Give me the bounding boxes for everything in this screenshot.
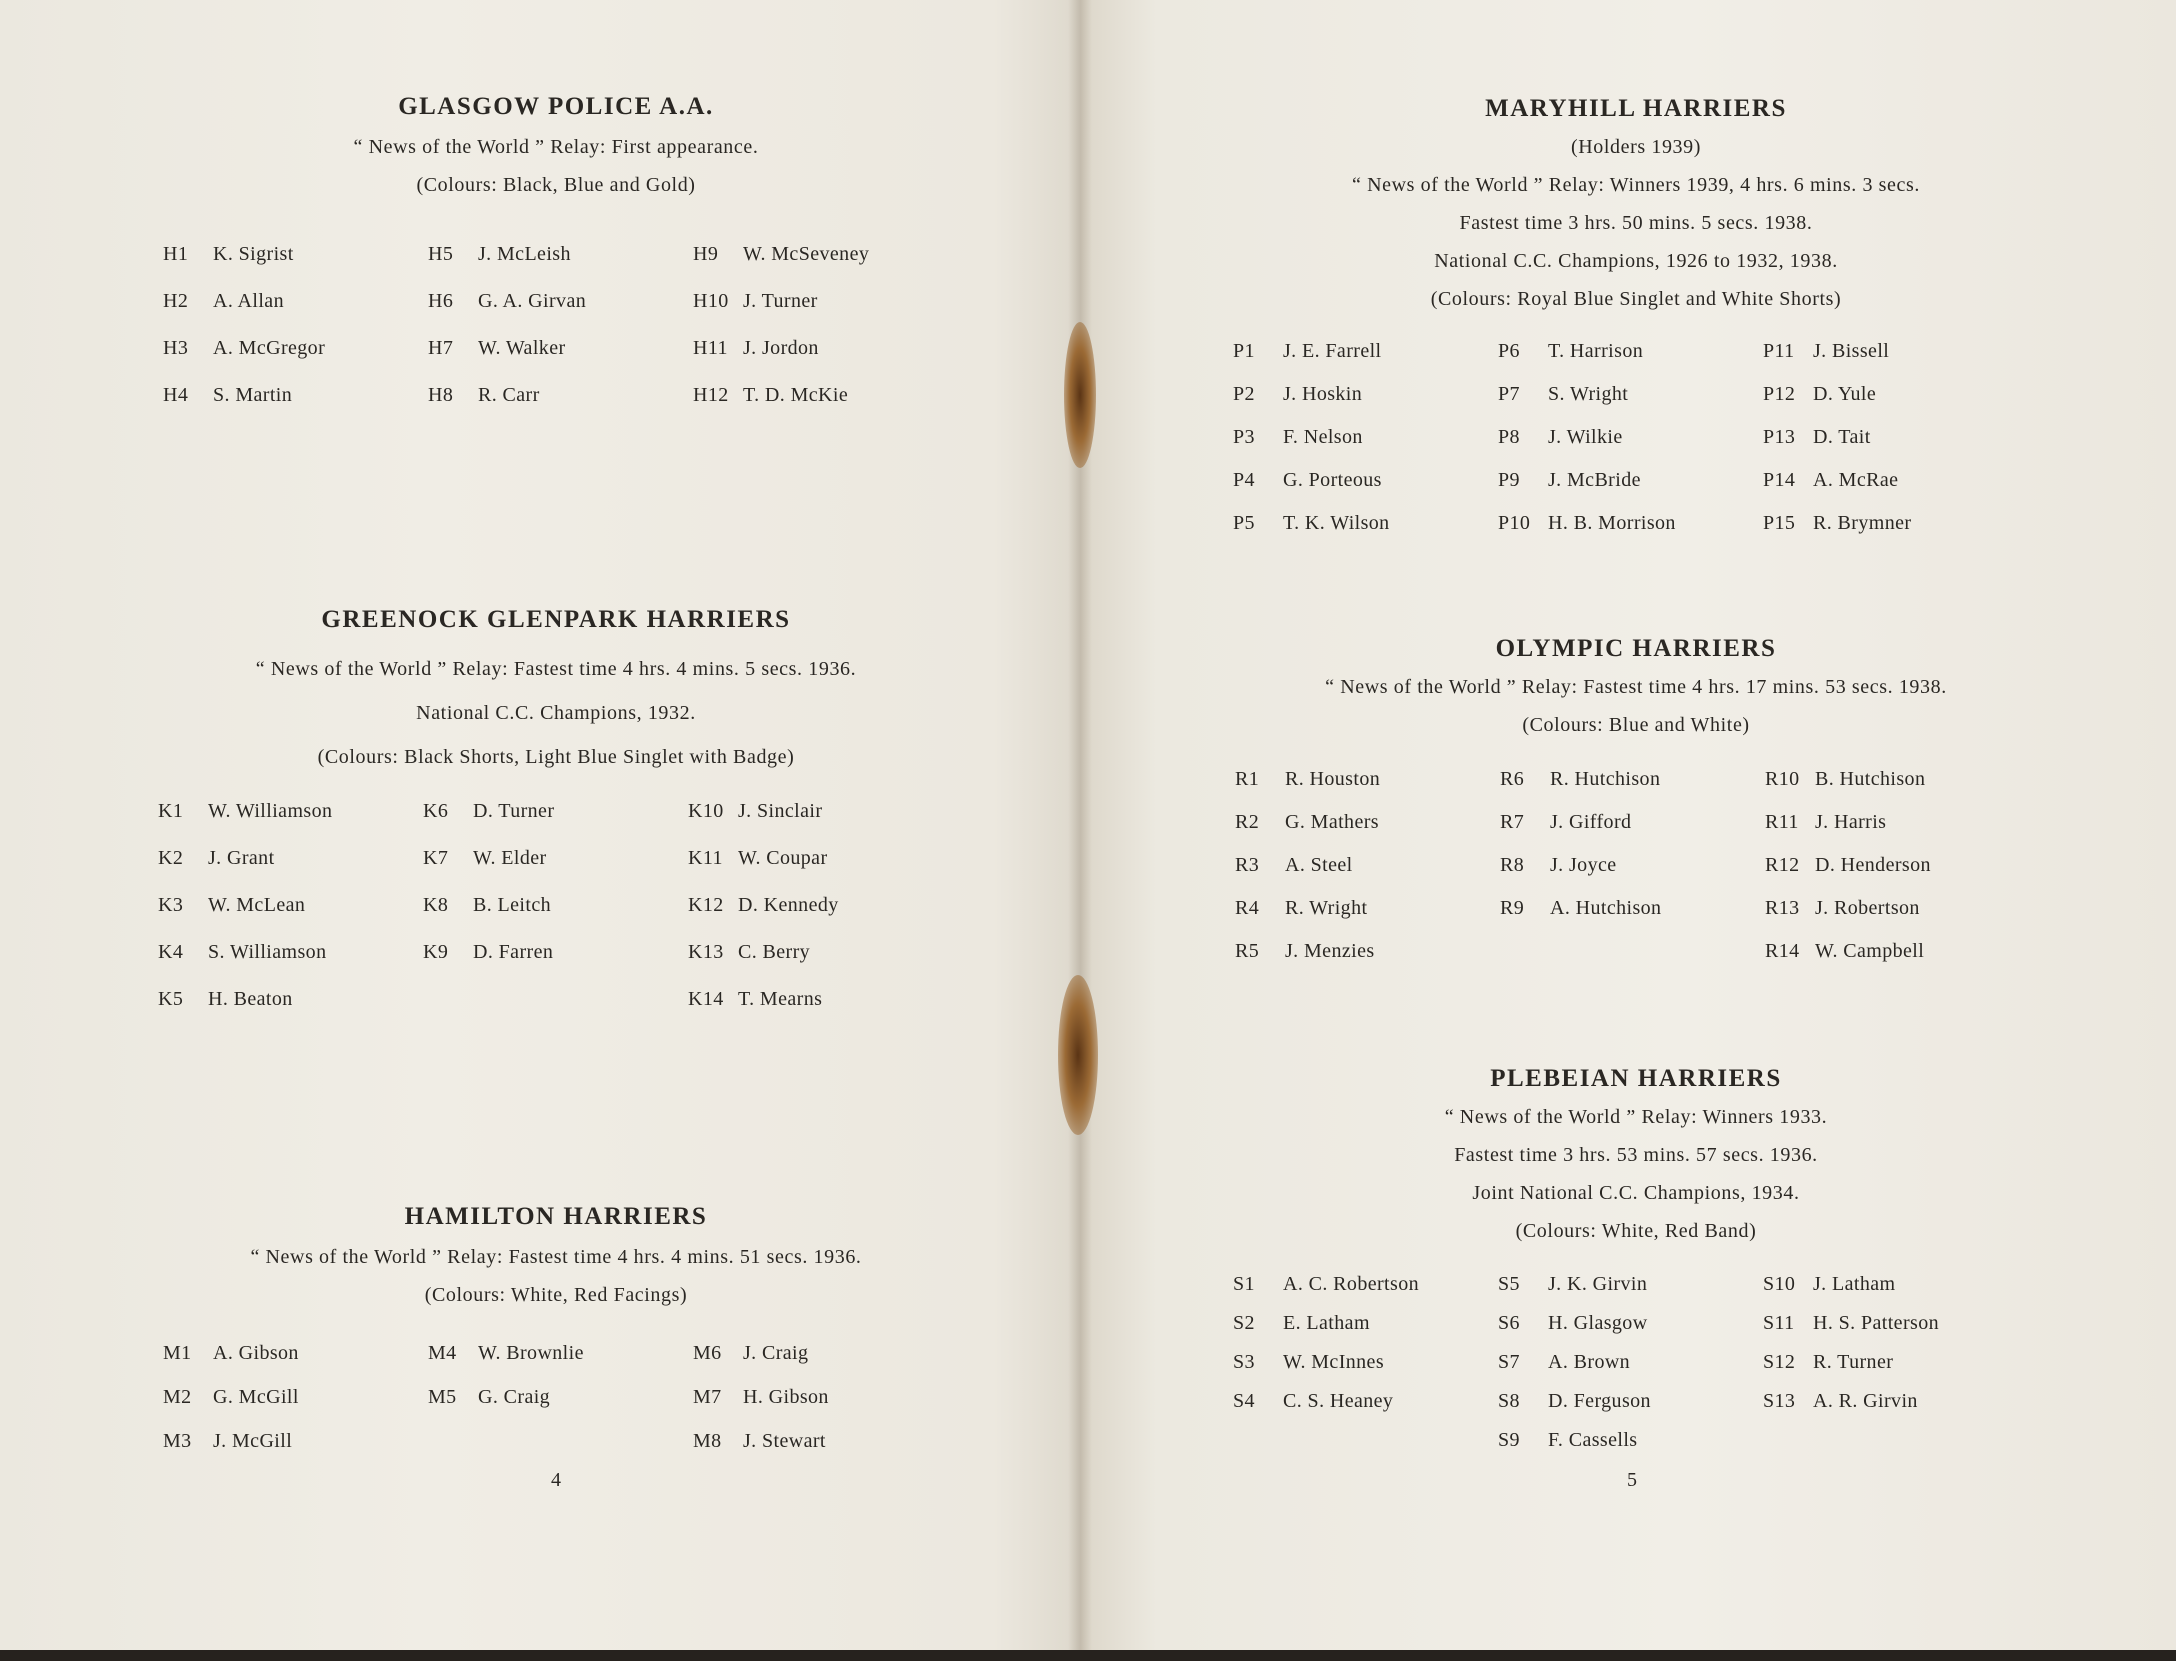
runner-name: A. McGregor	[213, 337, 326, 359]
runner-entry	[693, 1386, 829, 1409]
runner-number: P8	[1498, 426, 1520, 448]
runner-name: A. Brown	[1548, 1351, 1631, 1373]
runner-entry	[158, 941, 326, 964]
runner-entry	[163, 243, 294, 266]
runner-entry	[1233, 469, 1382, 492]
runner-number: S3	[1233, 1351, 1255, 1373]
runner-name: S. Williamson	[208, 941, 327, 963]
runner-name: D. Henderson	[1815, 854, 1931, 876]
runner-entry	[1498, 1273, 1647, 1296]
runner-entry	[688, 847, 828, 870]
runner-entry	[688, 894, 839, 917]
runner-number: P6	[1498, 340, 1520, 362]
runner-number: K9	[423, 941, 449, 963]
runner-name: W. McLean	[208, 894, 306, 916]
runner-number: M5	[428, 1386, 457, 1408]
runner-entry	[1498, 340, 1643, 363]
runner-number: S9	[1498, 1429, 1520, 1451]
team-title: PLEBEIAN HARRIERS	[1490, 1065, 1782, 1092]
runner-number: S10	[1763, 1273, 1796, 1295]
runner-number: S6	[1498, 1312, 1520, 1334]
runner-name: H. B. Morrison	[1548, 512, 1676, 534]
runner-name: H. S. Patterson	[1813, 1312, 1939, 1334]
runner-entry	[1498, 1312, 1648, 1335]
team-title: OLYMPIC HARRIERS	[1495, 635, 1777, 662]
runner-number: P4	[1233, 469, 1255, 491]
runner-entry	[1498, 1390, 1651, 1413]
runner-name: D. Ferguson	[1548, 1390, 1651, 1412]
runner-entry	[1233, 1351, 1384, 1374]
runner-number: H4	[163, 384, 189, 406]
runner-name: C. Berry	[738, 941, 811, 963]
runner-entry	[1498, 1429, 1637, 1452]
runner-name: J. McGill	[213, 1430, 293, 1452]
runner-name: J. Sinclair	[738, 800, 823, 822]
runner-name: S. Wright	[1548, 383, 1629, 405]
runner-name: G. Porteous	[1283, 469, 1382, 491]
runner-number: H6	[428, 290, 454, 312]
runner-number: P13	[1763, 426, 1796, 448]
runner-number: H3	[163, 337, 189, 359]
runner-number: R5	[1235, 940, 1260, 962]
runner-entry	[1498, 512, 1676, 535]
runner-number: M1	[163, 1342, 192, 1364]
runner-number: S1	[1233, 1273, 1255, 1295]
runner-entry	[1765, 940, 1924, 963]
runner-name: A. Gibson	[213, 1342, 299, 1364]
runner-number: K2	[158, 847, 184, 869]
team-info-line: (Holders 1939)	[1570, 136, 1702, 158]
runner-name: R. Houston	[1285, 768, 1381, 790]
team-title: GREENOCK GLENPARK HARRIERS	[321, 606, 791, 633]
runner-entry	[693, 384, 848, 407]
runner-entry	[1765, 897, 1920, 920]
runner-name: W. Brownlie	[478, 1342, 584, 1364]
runner-entry	[1765, 854, 1931, 877]
runner-number: K7	[423, 847, 449, 869]
runner-name: J. Grant	[208, 847, 275, 869]
scan-background-edge	[0, 1650, 2176, 1661]
runner-number: H10	[693, 290, 729, 312]
runner-number: R14	[1765, 940, 1800, 962]
runner-entry	[1763, 1273, 1895, 1296]
runner-name: A. Hutchison	[1550, 897, 1662, 919]
runner-name: J. Jordon	[743, 337, 819, 359]
staple-rust-stain-bottom	[1058, 975, 1098, 1135]
runner-entry	[158, 800, 332, 823]
runner-name: J. Latham	[1813, 1273, 1896, 1295]
runner-number: H1	[163, 243, 189, 265]
page-number: 5	[1627, 1469, 1637, 1491]
runner-entry	[1763, 383, 1876, 406]
runner-name: W. Coupar	[738, 847, 828, 869]
runner-name: D. Turner	[473, 800, 555, 822]
team-title: GLASGOW POLICE A.A.	[398, 93, 714, 120]
runner-name: A. C. Robertson	[1283, 1273, 1419, 1295]
greenock-header	[140, 605, 972, 779]
runner-name: J. Turner	[743, 290, 818, 312]
runner-number: P7	[1498, 383, 1520, 405]
runner-name: J. Hoskin	[1283, 383, 1363, 405]
runner-entry	[428, 337, 566, 360]
team-info-line: Fastest time 3 hrs. 50 mins. 5 secs. 1938.	[1459, 212, 1813, 234]
runner-number: H11	[693, 337, 728, 359]
runner-entry	[428, 384, 540, 407]
runner-entry	[1498, 1351, 1630, 1374]
runner-number: M7	[693, 1386, 722, 1408]
runner-number: P12	[1763, 383, 1796, 405]
runner-entry	[1235, 854, 1353, 877]
runner-name: H. Beaton	[208, 988, 293, 1010]
runner-entry	[1235, 768, 1380, 791]
runner-number: P10	[1498, 512, 1531, 534]
runner-entry	[693, 1342, 808, 1365]
runner-name: F. Cassells	[1548, 1429, 1638, 1451]
staple-rust-stain-top	[1064, 322, 1096, 468]
team-info-line: “ News of the World ” Relay: First appearance.	[353, 136, 759, 158]
runner-name: J. Bissell	[1813, 340, 1890, 362]
runner-number: K13	[688, 941, 724, 963]
runner-number: R11	[1765, 811, 1799, 833]
maryhill-header	[1220, 94, 2052, 318]
runner-entry	[1500, 897, 1661, 920]
team-colours: (Colours: Black, Blue and Gold)	[416, 174, 696, 196]
runner-entry	[693, 337, 819, 360]
runner-name: J. Gifford	[1550, 811, 1632, 833]
runner-name: W. Elder	[473, 847, 547, 869]
runner-name: J. Menzies	[1285, 940, 1375, 962]
runner-name: T. Mearns	[738, 988, 823, 1010]
runner-entry	[423, 894, 551, 917]
runner-entry	[1500, 768, 1660, 791]
team-colours: (Colours: Royal Blue Singlet and White Shorts)	[1430, 288, 1842, 310]
runner-number: R7	[1500, 811, 1525, 833]
runner-number: K4	[158, 941, 184, 963]
runner-number: M4	[428, 1342, 457, 1364]
runner-entry	[1765, 811, 1886, 834]
runner-number: P3	[1233, 426, 1255, 448]
runner-entry	[688, 800, 822, 823]
runner-number: P1	[1233, 340, 1255, 362]
runner-entry	[1500, 811, 1631, 834]
runner-number: P15	[1763, 512, 1796, 534]
runner-name: J. Robertson	[1815, 897, 1920, 919]
runner-name: J. E. Farrell	[1283, 340, 1382, 362]
runner-name: K. Sigrist	[213, 243, 294, 265]
team-info-line: “ News of the World ” Relay: Winners 1933.	[1444, 1106, 1828, 1128]
runner-number: S11	[1763, 1312, 1795, 1334]
runner-entry	[1233, 1312, 1370, 1335]
runner-number: S4	[1233, 1390, 1255, 1412]
runner-number: S2	[1233, 1312, 1255, 1334]
runner-entry	[163, 384, 292, 407]
runner-entry	[158, 988, 293, 1011]
team-info-line: National C.C. Champions, 1932.	[416, 702, 696, 724]
runner-entry	[1233, 426, 1363, 449]
page-number: 4	[551, 1469, 561, 1491]
runner-number: K8	[423, 894, 449, 916]
runner-entry	[1763, 512, 1911, 535]
runner-number: M6	[693, 1342, 722, 1364]
runner-name: J. Craig	[743, 1342, 809, 1364]
runner-number: K12	[688, 894, 724, 916]
runner-number: H12	[693, 384, 729, 406]
runner-name: R. Turner	[1813, 1351, 1894, 1373]
runner-entry	[1235, 897, 1367, 920]
runner-name: W. McSeveney	[743, 243, 870, 265]
runner-entry	[693, 1430, 826, 1453]
team-colours: (Colours: Black Shorts, Light Blue Singlet with Badge)	[317, 746, 795, 768]
runner-number: H7	[428, 337, 454, 359]
runner-entry	[1763, 1312, 1939, 1335]
runner-number: S7	[1498, 1351, 1520, 1373]
runner-number: R9	[1500, 897, 1525, 919]
runner-number: S12	[1763, 1351, 1796, 1373]
team-info-line: “ News of the World ” Relay: Fastest time 4 hrs. 17 mins. 53 secs. 1938.	[1325, 676, 1947, 698]
runner-entry	[688, 988, 822, 1011]
runner-number: K3	[158, 894, 184, 916]
runner-entry	[163, 1342, 299, 1365]
runner-number: S13	[1763, 1390, 1796, 1412]
glasgow-police-header	[140, 92, 972, 204]
runner-entry	[693, 243, 869, 266]
runner-number: R1	[1235, 768, 1260, 790]
runner-name: F. Nelson	[1283, 426, 1363, 448]
runner-entry	[428, 1342, 584, 1365]
runner-name: R. Hutchison	[1550, 768, 1661, 790]
team-colours: (Colours: Blue and White)	[1522, 714, 1750, 736]
runner-number: M2	[163, 1386, 192, 1408]
runner-entry	[163, 337, 325, 360]
runner-name: J. Harris	[1815, 811, 1887, 833]
team-title: HAMILTON HARRIERS	[404, 1203, 708, 1230]
runner-number: H2	[163, 290, 189, 312]
runner-number: K11	[688, 847, 723, 869]
runner-name: D. Yule	[1813, 383, 1877, 405]
runner-name: C. S. Heaney	[1283, 1390, 1394, 1412]
team-info-line: “ News of the World ” Relay: Fastest time 4 hrs. 4 mins. 51 secs. 1936.	[250, 1246, 862, 1268]
runner-name: J. Wilkie	[1548, 426, 1623, 448]
runner-name: A. R. Girvin	[1813, 1390, 1918, 1412]
runner-number: R2	[1235, 811, 1260, 833]
runner-entry	[428, 243, 571, 266]
runner-name: A. McRae	[1813, 469, 1899, 491]
runner-name: J. Stewart	[743, 1430, 826, 1452]
team-info-line: Joint National C.C. Champions, 1934.	[1472, 1182, 1800, 1204]
runner-name: B. Leitch	[473, 894, 552, 916]
runner-number: K10	[688, 800, 724, 822]
runner-name: J. McLeish	[478, 243, 571, 265]
runner-entry	[1233, 1390, 1393, 1413]
team-colours: (Colours: White, Red Facings)	[424, 1284, 688, 1306]
runner-number: P11	[1763, 340, 1795, 362]
runner-name: D. Tait	[1813, 426, 1871, 448]
runner-entry	[423, 941, 553, 964]
runner-entry	[1498, 426, 1623, 449]
runner-entry	[428, 290, 586, 313]
runner-entry	[423, 847, 547, 870]
runner-name: W. Campbell	[1815, 940, 1925, 962]
runner-entry	[1233, 1273, 1419, 1296]
runner-entry	[1233, 340, 1382, 363]
runner-entry	[1763, 426, 1871, 449]
runner-entry	[1763, 1351, 1893, 1374]
runner-number: K6	[423, 800, 449, 822]
runner-number: M3	[163, 1430, 192, 1452]
runner-name: T. K. Wilson	[1283, 512, 1390, 534]
runner-name: G. McGill	[213, 1386, 299, 1408]
runner-number: P9	[1498, 469, 1520, 491]
runner-entry	[688, 941, 810, 964]
runner-entry	[1500, 854, 1617, 877]
runner-name: G. Craig	[478, 1386, 551, 1408]
runner-number: S5	[1498, 1273, 1520, 1295]
runner-entry	[1498, 383, 1628, 406]
team-info-line: Fastest time 3 hrs. 53 mins. 57 secs. 1936.	[1454, 1144, 1818, 1166]
runner-number: H5	[428, 243, 454, 265]
runner-entry	[158, 894, 305, 917]
runner-number: R4	[1235, 897, 1260, 919]
runner-name: D. Farren	[473, 941, 554, 963]
olympic-header	[1220, 634, 2052, 744]
runner-entry	[163, 290, 284, 313]
runner-entry	[693, 290, 818, 313]
team-info-line: National C.C. Champions, 1926 to 1932, 1938.	[1434, 250, 1838, 272]
team-info-line: “ News of the World ” Relay: Fastest time 4 hrs. 4 mins. 5 secs. 1936.	[255, 658, 857, 680]
runner-name: E. Latham	[1283, 1312, 1370, 1334]
runner-number: R10	[1765, 768, 1800, 790]
runner-entry	[1233, 383, 1362, 406]
runner-number: R8	[1500, 854, 1525, 876]
runner-name: S. Martin	[213, 384, 293, 406]
runner-name: D. Kennedy	[738, 894, 839, 916]
runner-entry	[1763, 340, 1889, 363]
runner-entry	[158, 847, 275, 870]
runner-name: J. K. Girvin	[1548, 1273, 1648, 1295]
runner-name: R. Brymner	[1813, 512, 1912, 534]
runner-name: G. Mathers	[1285, 811, 1379, 833]
runner-name: W. Williamson	[208, 800, 333, 822]
runner-number: K1	[158, 800, 184, 822]
runner-name: R. Wright	[1285, 897, 1368, 919]
runner-number: H8	[428, 384, 454, 406]
runner-entry	[1233, 512, 1390, 535]
team-colours: (Colours: White, Red Band)	[1515, 1220, 1757, 1242]
runner-name: H. Glasgow	[1548, 1312, 1648, 1334]
team-info-line: “ News of the World ” Relay: Winners 1939, 4 hrs. 6 mins. 3 secs.	[1352, 174, 1920, 196]
runner-name: G. A. Girvan	[478, 290, 587, 312]
runner-entry	[1235, 811, 1379, 834]
runner-name: T. D. McKie	[743, 384, 849, 406]
runner-number: K14	[688, 988, 724, 1010]
runner-entry	[423, 800, 554, 823]
hamilton-header	[140, 1202, 972, 1314]
runner-number: R13	[1765, 897, 1800, 919]
runner-entry	[428, 1386, 550, 1409]
plebeian-header	[1220, 1064, 2052, 1250]
runner-name: J. McBride	[1548, 469, 1641, 491]
runner-entry	[1235, 940, 1375, 963]
runner-number: P2	[1233, 383, 1255, 405]
runner-name: A. Steel	[1285, 854, 1353, 876]
runner-number: P14	[1763, 469, 1796, 491]
binding-gutter	[1068, 0, 1092, 1655]
runner-number: K5	[158, 988, 184, 1010]
runner-number: R3	[1235, 854, 1260, 876]
runner-name: R. Carr	[478, 384, 540, 406]
runner-name: H. Gibson	[743, 1386, 829, 1408]
runner-name: A. Allan	[213, 290, 284, 312]
runner-name: J. Joyce	[1550, 854, 1617, 876]
runner-name: B. Hutchison	[1815, 768, 1926, 790]
runner-number: H9	[693, 243, 719, 265]
runner-entry	[1763, 469, 1898, 492]
runner-number: P5	[1233, 512, 1255, 534]
runner-name: W. Walker	[478, 337, 566, 359]
runner-number: S8	[1498, 1390, 1520, 1412]
runner-name: W. McInnes	[1283, 1351, 1385, 1373]
runner-entry	[163, 1430, 292, 1453]
runner-entry	[163, 1386, 299, 1409]
team-title: MARYHILL HARRIERS	[1485, 95, 1787, 122]
runner-entry	[1765, 768, 1925, 791]
runner-name: T. Harrison	[1548, 340, 1644, 362]
runner-number: M8	[693, 1430, 722, 1452]
runner-number: R6	[1500, 768, 1525, 790]
runner-number: R12	[1765, 854, 1800, 876]
runner-entry	[1498, 469, 1641, 492]
runner-entry	[1763, 1390, 1918, 1413]
